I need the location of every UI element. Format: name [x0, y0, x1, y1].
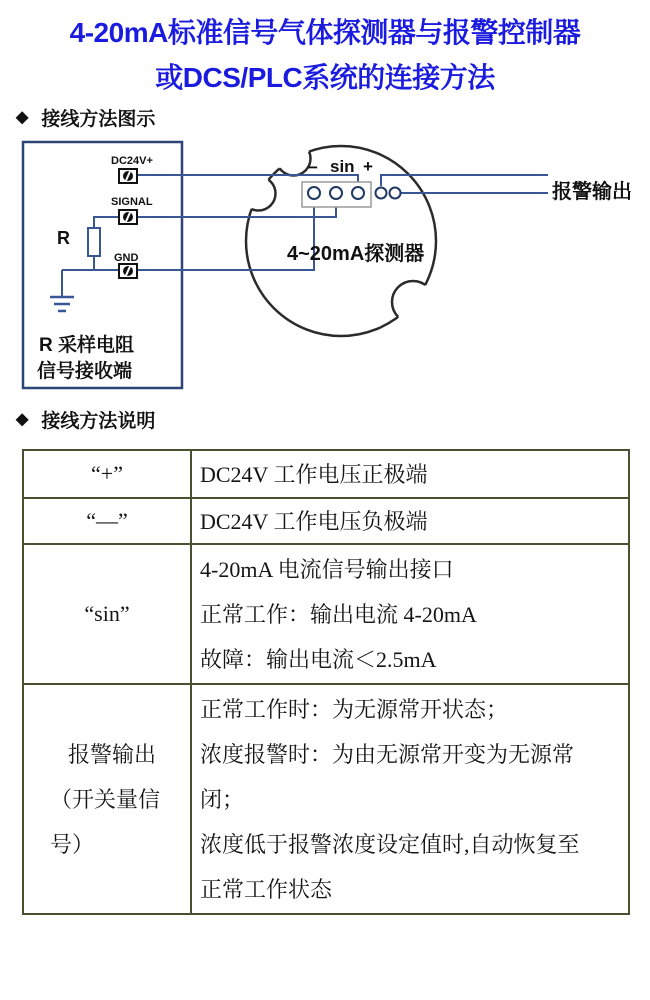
- terminal-dot-alarm1: [376, 188, 387, 199]
- page-title-line2: 或DCS/PLC系统的连接方法: [155, 62, 495, 93]
- table-row: [24, 543, 628, 683]
- table-row: [24, 451, 628, 497]
- term-cell: [24, 685, 192, 913]
- desc-cell: [192, 685, 628, 913]
- table-row: [24, 683, 628, 913]
- screw-terminal-icon-dc24v: [119, 169, 137, 183]
- term-cell: “—”: [24, 499, 192, 543]
- section-heading-table-label: 接线方法说明: [41, 411, 156, 432]
- screw-terminal-icon-signal: [119, 210, 137, 224]
- term-cell: “sin”: [24, 545, 192, 683]
- terminal-dot-plus: [352, 187, 364, 199]
- detector-caption: 4~20mA探测器: [287, 243, 425, 265]
- term-cell: “+”: [24, 451, 192, 497]
- table-row: [24, 497, 628, 543]
- desc-line: DC24V 工作电压负极端: [200, 508, 428, 534]
- box-caption-line2: 信号接收端: [37, 361, 133, 382]
- detector-sin-label: sin: [330, 157, 355, 176]
- diamond-bullet-icon: ◆: [16, 411, 29, 428]
- desc-line: 4-20mA 电流信号输出接口: [200, 556, 454, 582]
- diamond-bullet-icon: ◆: [16, 109, 29, 126]
- desc-line: 浓度报警时：为由无源常开变为无源常闭；: [200, 741, 575, 812]
- desc-cell: [192, 545, 628, 683]
- section-heading-diagram: [16, 104, 155, 131]
- desc-cell: [192, 451, 628, 497]
- resistor-icon: [88, 228, 100, 256]
- page-title-line1: 4-20mA标准信号气体探测器与报警控制器: [69, 17, 581, 48]
- term-cell-text: 报警输出（开关量信号）: [50, 741, 161, 857]
- detector-plus-label: +: [363, 157, 373, 176]
- desc-line: DC24V 工作电压正极端: [200, 461, 428, 487]
- terminal-dot-minus: [308, 187, 320, 199]
- screw-terminal-icon-gnd: [119, 264, 137, 278]
- terminal-dot-sin: [330, 187, 342, 199]
- section-heading-table: [16, 406, 155, 433]
- desc-line: 正常工作时：为无源常开状态；: [200, 696, 509, 722]
- terminal-label-gnd: GND: [114, 252, 139, 264]
- spec-table: [22, 449, 630, 915]
- terminal-dot-alarm2: [390, 188, 401, 199]
- desc-line: 正常工作：输出电流 4-20mA: [200, 601, 477, 627]
- page-title: [0, 10, 650, 100]
- terminal-label-signal: SIGNAL: [111, 196, 153, 208]
- terminal-label-dc24v: DC24V+: [111, 155, 153, 167]
- detector-minus-label: −: [308, 158, 318, 177]
- wiring-diagram: [0, 140, 650, 400]
- desc-line: 浓度低于报警浓度设定值时,自动恢复至正常工作状态: [200, 831, 580, 902]
- resistor-label: R: [57, 228, 70, 248]
- desc-line: 故障：输出电流＜2.5mA: [200, 646, 437, 672]
- section-heading-diagram-label: 接线方法图示: [41, 109, 156, 130]
- alarm-output-label: 报警输出: [552, 181, 632, 203]
- desc-cell: [192, 499, 628, 543]
- box-caption-line1: R 采样电阻: [39, 335, 135, 356]
